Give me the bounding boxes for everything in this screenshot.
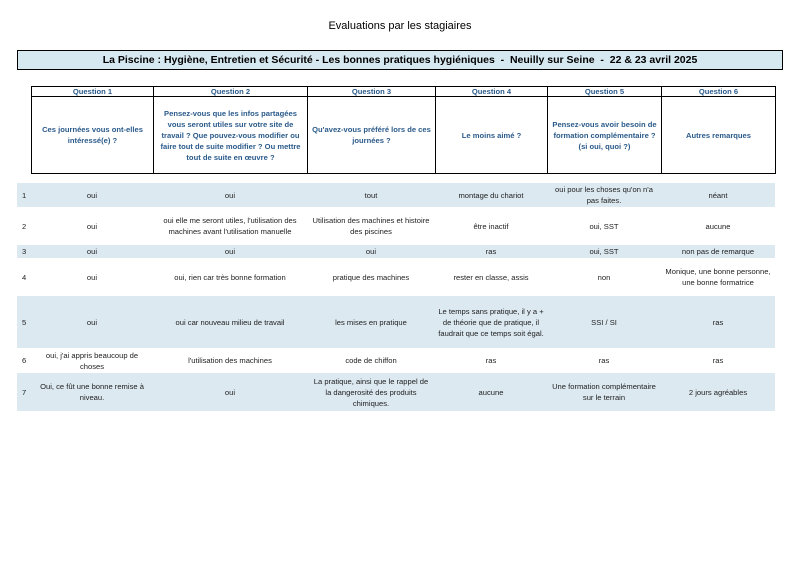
question-2-label: Question 2 — [154, 87, 308, 97]
answer-cell: oui pour les choses qu'on n'a pas faites. — [547, 183, 661, 207]
answer-cell: rester en classe, assis — [453, 272, 529, 282]
question-numbers-row — [32, 87, 776, 97]
row-number: 1 — [17, 183, 31, 207]
question-4-label: Question 4 — [436, 87, 548, 97]
question-3-text: Qu'avez-vous préféré lors de ces journées ? — [308, 97, 436, 174]
answer-cell: pratique des machines — [332, 272, 410, 282]
question-5-label: Question 5 — [548, 87, 662, 97]
answer-cell: Utilisation des machines et histoire des piscines — [312, 216, 430, 236]
table-row — [17, 245, 775, 258]
answer-cell: aucune — [705, 221, 731, 231]
question-1-label: Question 1 — [32, 87, 154, 97]
answer-cell: 2 jours agréables — [661, 373, 775, 411]
row-number: 7 — [17, 373, 31, 411]
answer-cell: oui — [31, 183, 153, 207]
question-3-label: Question 3 — [308, 87, 436, 97]
row-number: 2 — [22, 221, 27, 231]
answer-cell: Oui, ce fût une bonne remise à niveau. — [31, 373, 153, 411]
answer-cell: néant — [661, 183, 775, 207]
answer-cell: oui — [31, 296, 153, 348]
answer-cell: oui elle me seront utiles, l'utilisation des machines avant l'utilisation manuelle — [163, 216, 297, 236]
answer-cell: ras — [485, 356, 497, 365]
answer-cell: oui, rien car très bonne formation — [174, 272, 286, 282]
answer-cell: oui — [86, 221, 98, 231]
answer-cell: code de chiffon — [345, 356, 397, 365]
answer-cell: ras — [712, 356, 724, 365]
answer-cell: aucune — [435, 373, 547, 411]
answer-cell: oui, SST — [547, 245, 661, 258]
answer-cell: montage du chariot — [435, 183, 547, 207]
row-number: 3 — [17, 245, 31, 258]
document-title: Evaluations par les stagiaires — [328, 20, 472, 32]
answer-cell: oui — [153, 245, 307, 258]
row-number: 4 — [22, 272, 27, 282]
question-6-text: Autres remarques — [662, 97, 776, 174]
question-2-text: Pensez-vous que les infos partagées vous seront utiles sur votre site de travail ? Que pouvez-vous modifier ou faire tout de suite modifier ? Ou mettre tout de suite en œuvre ? — [154, 97, 308, 174]
table-row — [17, 258, 775, 296]
answer-cell: oui — [153, 373, 307, 411]
table-row — [17, 373, 775, 411]
answer-cell: oui — [153, 183, 307, 207]
question-4-text: Le moins aimé ? — [436, 97, 548, 174]
answers-table — [17, 183, 775, 411]
answer-cell: Le temps sans pratique, il y a + de théorie que de pratique, il faudrait que ce temps soit égal. — [435, 296, 547, 348]
answer-cell: Monique, une bonne personne, une bonne formatrice — [665, 267, 771, 287]
answer-cell: Une formation complémentaire sur le terrain — [547, 373, 661, 411]
question-6-label: Question 6 — [662, 87, 776, 97]
answer-cell: oui — [307, 245, 435, 258]
table-row — [17, 296, 775, 348]
question-1-text: Ces journées vous ont-elles intéressé(e) ? — [32, 97, 154, 174]
question-5-text: Pensez-vous avoir besoin de formation complémentaire ? (si oui, quoi ?) — [548, 97, 662, 174]
answer-cell: ras — [435, 245, 547, 258]
session-banner: La Piscine : Hygiène, Entretien et Sécurité - Les bonnes pratiques hygiéniques - Neuilly sur Seine - 22 & 23 avril 2025 — [17, 50, 783, 70]
answer-cell: oui — [86, 272, 98, 282]
question-text-row — [32, 97, 776, 174]
answer-cell: l'utilisation des machines — [188, 356, 272, 365]
answer-cell: tout — [307, 183, 435, 207]
answer-cell: les mises en pratique — [307, 296, 435, 348]
answer-cell: non pas de remarque — [661, 245, 775, 258]
answer-cell: être inactif — [473, 221, 509, 231]
answer-cell: La pratique, ainsi que le rappel de la dangerosité des produits chimiques. — [307, 373, 435, 411]
answer-cell: ras — [661, 296, 775, 348]
answer-cell: non — [597, 272, 611, 282]
table-row — [17, 348, 775, 373]
answer-cell: SSI / SI — [547, 296, 661, 348]
row-number: 5 — [17, 296, 31, 348]
row-number: 6 — [22, 356, 27, 365]
questions-table — [31, 86, 776, 174]
answer-cell: ras — [598, 356, 610, 365]
answer-cell: oui, j'ai appris beaucoup de choses — [45, 350, 139, 371]
answer-cell: oui — [31, 245, 153, 258]
answer-cell: oui car nouveau milieu de travail — [153, 296, 307, 348]
table-row — [17, 183, 775, 207]
answer-cell: oui, SST — [589, 221, 619, 231]
table-row — [17, 207, 775, 245]
